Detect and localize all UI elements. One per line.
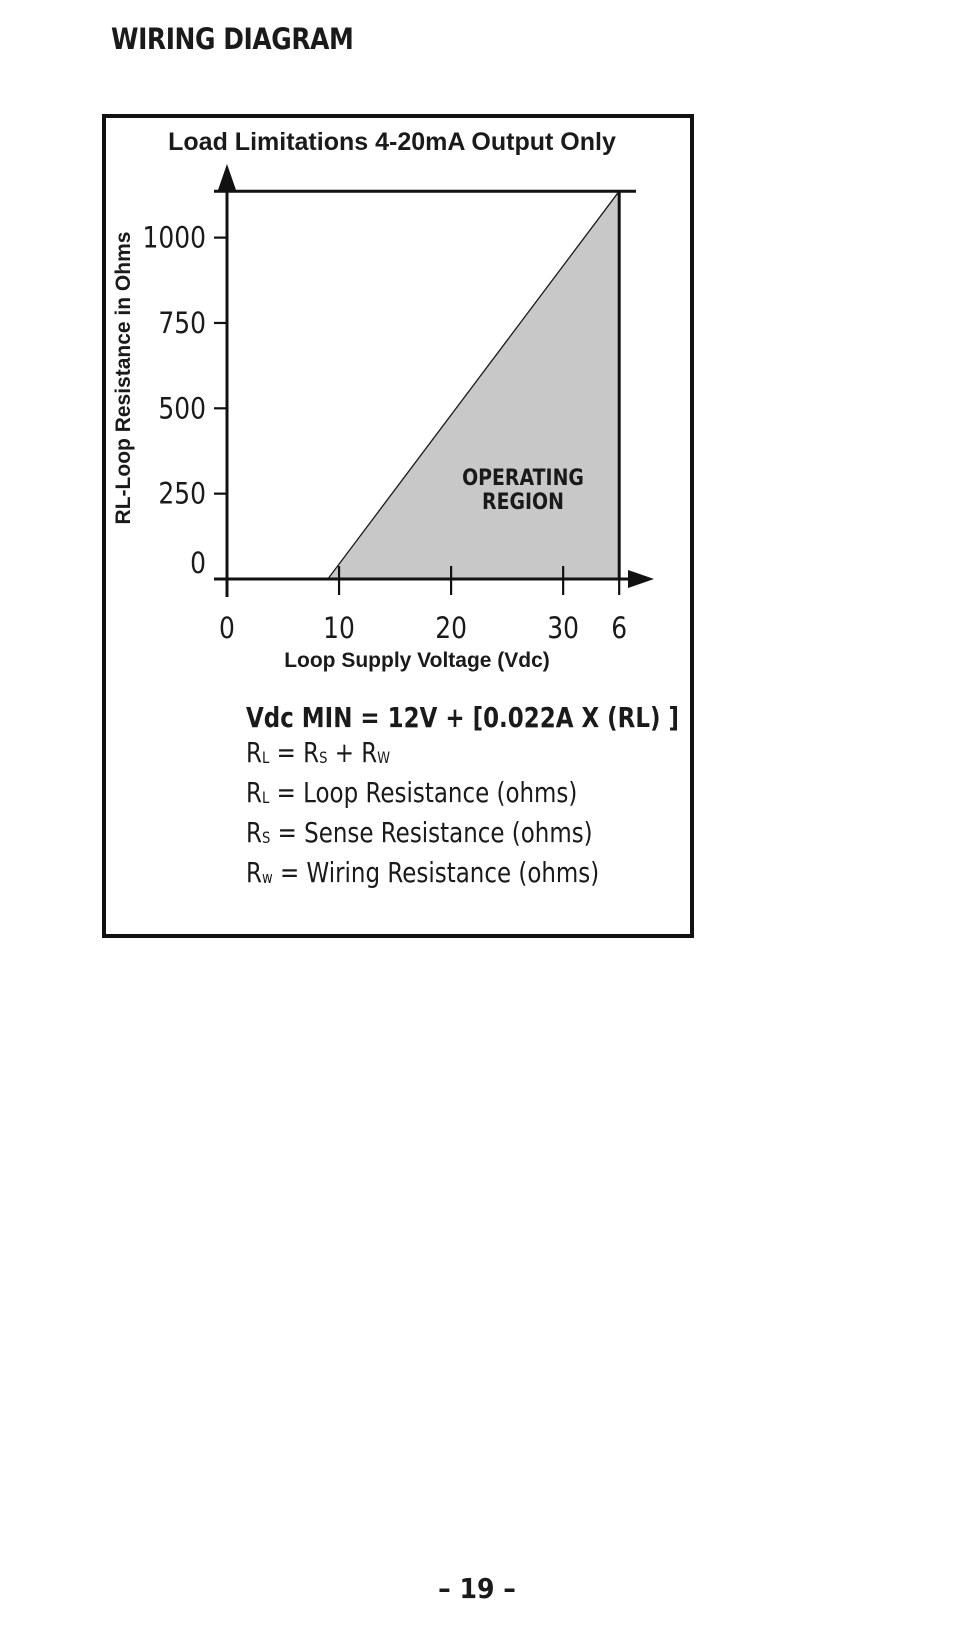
x-tick-label: 30 — [547, 612, 580, 646]
y-tick-label: 750 — [158, 307, 206, 341]
formula-rl-sum: $R_L = R_S + R_W$ — [246, 736, 391, 769]
formula-rl-def: $R_L$ = Loop Resistance (ohms) — [246, 776, 578, 809]
formula-rs-def: $R_S$ = Sense Resistance (ohms) — [246, 816, 593, 849]
chart-title: Load Limitations 4-20mA Output Only — [168, 128, 616, 156]
x-axis-label: Loop Supply Voltage (Vdc) — [284, 649, 550, 672]
x-tick-label: 20 — [435, 612, 467, 646]
y-axis-label: RL-Loop Resistance in Ohms — [112, 231, 135, 525]
operating-region-label: REGION — [482, 488, 564, 515]
formula-block — [246, 700, 679, 895]
y-tick-label: 1000 — [142, 221, 206, 256]
x-tick-label: 6 — [611, 612, 628, 646]
formula-main: Vdc MIN = 12V + [0.022A X (RL) ] — [246, 701, 679, 734]
operating-region-label: OPERATING — [462, 464, 584, 491]
page-heading: WIRING DIAGRAM — [111, 22, 354, 56]
load-limitations-chart — [0, 0, 954, 700]
x-tick-label: 0 — [219, 612, 235, 646]
x-axis-arrow — [628, 570, 654, 588]
formula-rw-def: $R_w$ = Wiring Resistance (ohms) — [246, 856, 600, 889]
y-tick-label: 250 — [158, 477, 206, 512]
y-tick-label: 0 — [190, 547, 206, 581]
x-tick-label: 10 — [323, 612, 355, 646]
page-number: – 19 – — [438, 1572, 516, 1605]
y-tick-label: 500 — [158, 392, 206, 426]
y-axis-arrow — [218, 164, 236, 190]
